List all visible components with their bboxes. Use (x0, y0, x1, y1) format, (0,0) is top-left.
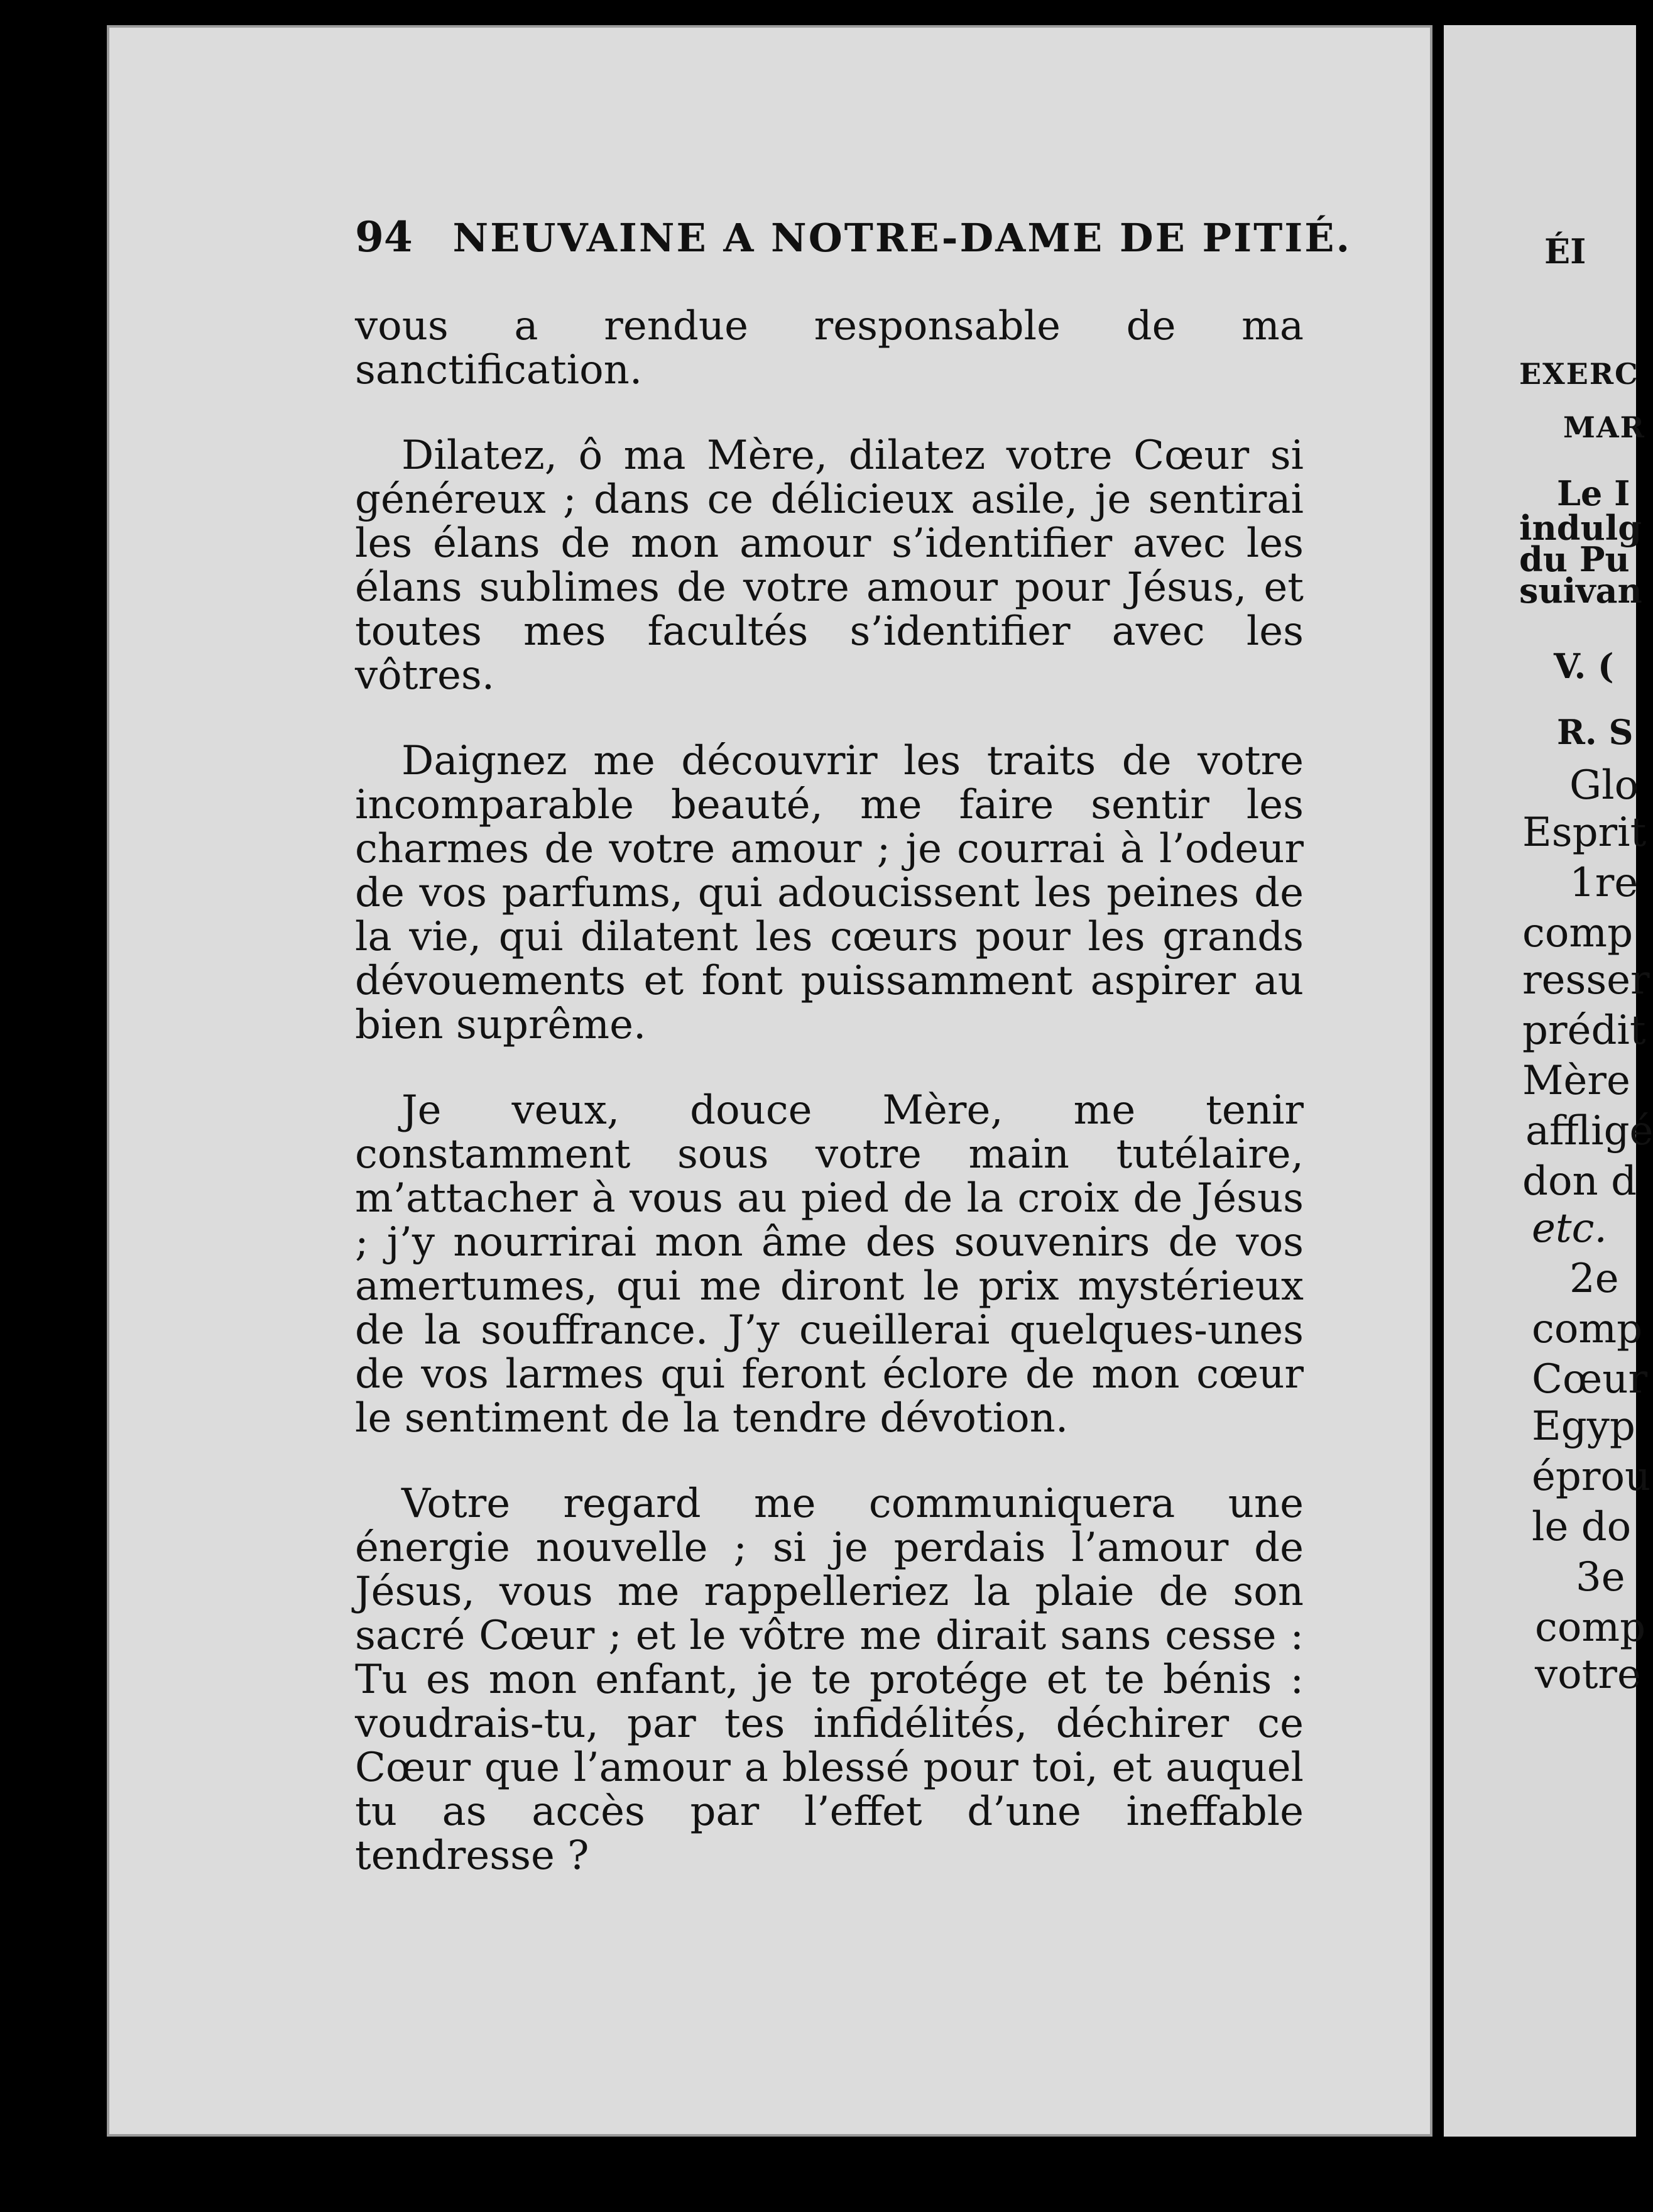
right-fragment-11: Esprit (1522, 809, 1647, 856)
right-fragment-19: etc. (1532, 1205, 1607, 1252)
right-fragment-6: du Pu (1519, 539, 1630, 579)
running-header (355, 212, 1352, 269)
right-fragment-13: comp (1522, 910, 1634, 956)
right-fragment-7: suivan (1519, 571, 1642, 611)
right-fragment-26: 3e (1576, 1554, 1625, 1601)
page-number: 94 (355, 212, 413, 261)
right-fragment-8: V. ( (1554, 646, 1614, 686)
paragraph-3: Daignez me découvrir les traits de votre incomparable beauté, me faire sentir les charmes de votre amour ; je courrai à l’odeur de vos parfums, qui adoucissent les peines de la vie, qui dilatent les cœurs pour les grands dévouements et font puissamment aspirer au bien suprême. (355, 738, 1304, 1048)
right-page (1444, 25, 1653, 2137)
right-fragment-10: Glo (1569, 762, 1639, 809)
right-fragment-14: resser (1522, 957, 1650, 1004)
right-fragment-3: MAR (1563, 410, 1645, 444)
right-fragment-1: ÉI (1544, 231, 1586, 271)
body-text (355, 304, 1304, 1919)
right-fragment-15: prédit (1522, 1007, 1646, 1054)
right-fragment-18: don d (1522, 1158, 1637, 1205)
right-fragment-25: le do (1532, 1504, 1632, 1550)
right-fragment-22: Cœur (1532, 1356, 1648, 1403)
paragraph-5: Votre regard me communiquera une énergie nouvelle ; si je perdais l’amour de Jésus, vous me rappelleriez la plaie de son sacré Cœur ; et le vôtre me dirait sans cesse : Tu es mon enfant, je te protége et te bénis : voudrais-tu, par tes infidélités, déchirer ce Cœur que l’amour a blessé pour toi, et auquel tu as accès par l’effet d’une ineffable tendresse ? (355, 1481, 1304, 1879)
paragraph-1: vous a rendue responsable de ma sanctification. (355, 303, 1304, 393)
right-fragment-23: Egyp (1532, 1403, 1635, 1450)
right-fragment-9: R. S (1557, 712, 1634, 752)
right-fragment-16: Mère (1522, 1058, 1630, 1104)
right-fragment-2: EXERC (1519, 357, 1639, 391)
right-fragment-21: comp (1532, 1306, 1643, 1352)
right-fragment-5: indulg (1519, 508, 1642, 548)
right-fragment-27: comp (1535, 1604, 1646, 1651)
right-fragment-20: 2e (1569, 1256, 1619, 1302)
right-fragment-17: affligé (1525, 1108, 1653, 1154)
right-fragment-12: 1re (1569, 860, 1639, 906)
right-fragment-28: votre (1535, 1651, 1641, 1698)
right-fragment-24: éprou (1532, 1454, 1651, 1500)
paragraph-4: Je veux, douce Mère, me tenir constamment sous votre main tutélaire, m’attacher à vous au pied de la croix de Jésus ; j’y nourrirai mon âme des souvenirs de vos amertumes, qui me diront le prix mystérieux de la souffrance. J’y cueillerai quelques-unes de vos larmes qui feront éclore de mon cœur le sentiment de la tendre dévotion. (355, 1087, 1304, 1442)
running-title: NEUVAINE A NOTRE-DAME DE PITIÉ. (452, 215, 1352, 261)
paragraph-2: Dilatez, ô ma Mère, dilatez votre Cœur si généreux ; dans ce délicieux asile, je sentirai les élans de mon amour s’identifier avec les élans sublimes de votre amour pour Jésus, et toutes mes facultés s’identifier avec les vôtres. (355, 432, 1304, 699)
right-fragment-4: Le I (1557, 473, 1630, 513)
